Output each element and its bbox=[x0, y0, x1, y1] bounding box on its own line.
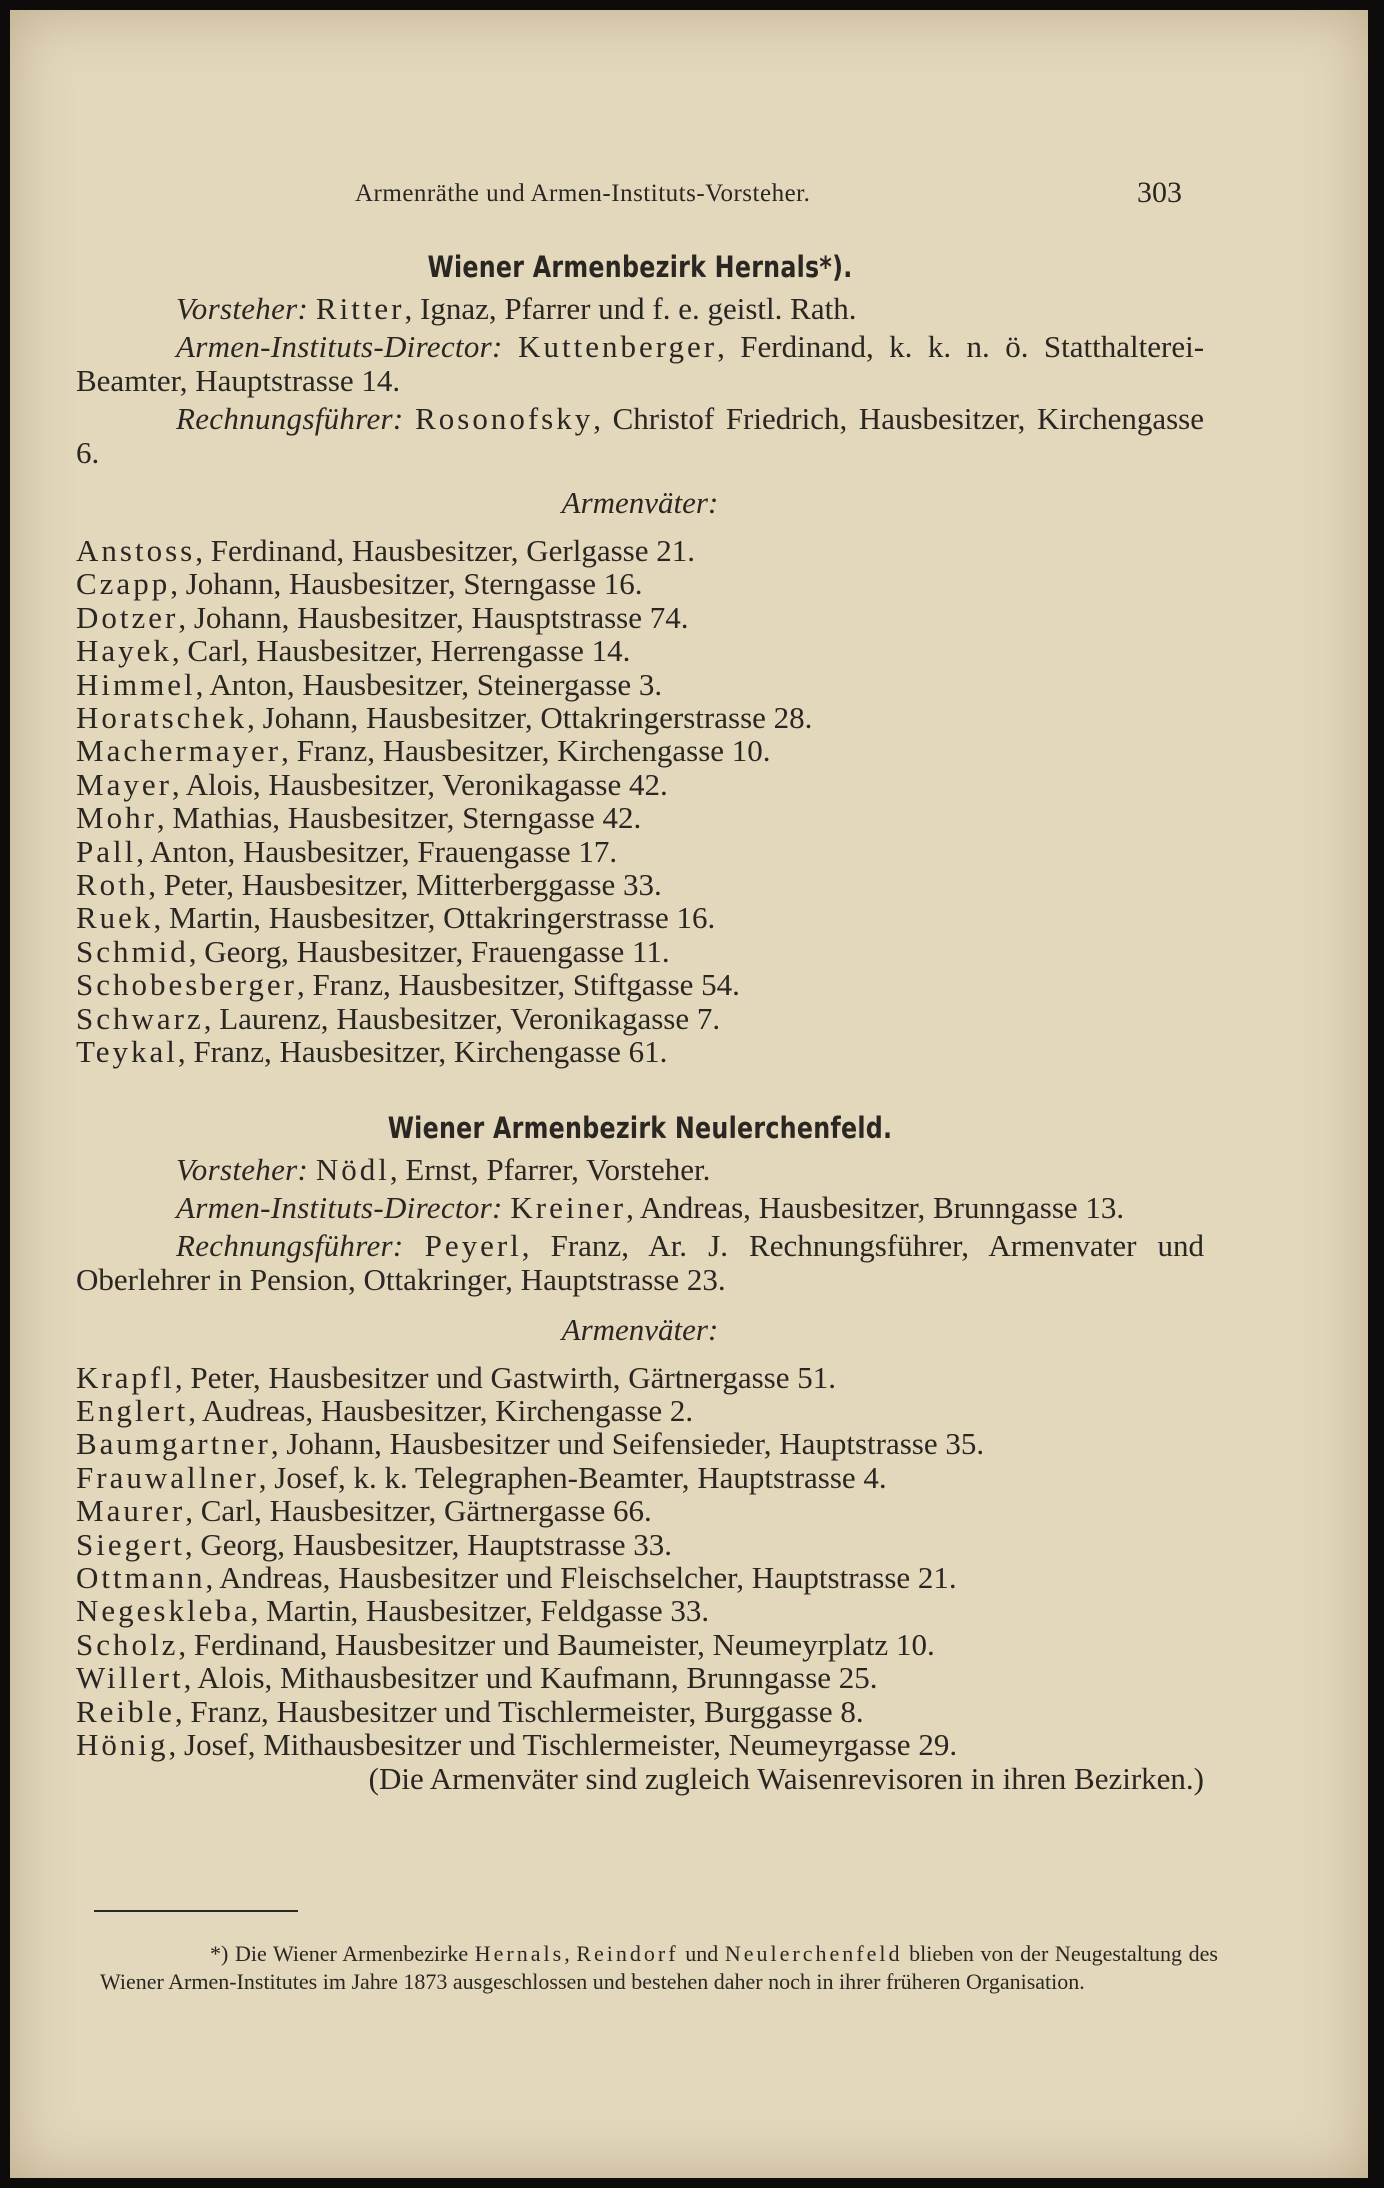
list-item bbox=[76, 634, 1204, 667]
page-header bbox=[10, 176, 1368, 220]
list-item bbox=[76, 835, 1204, 868]
list-item bbox=[76, 1661, 1204, 1694]
page-content bbox=[76, 250, 1204, 1797]
entry-details: , Christof Friedrich, Hausbesitzer, Kirchengasse 6. bbox=[76, 401, 1205, 470]
person-name: Nödl bbox=[315, 1151, 390, 1187]
list-item bbox=[76, 935, 1204, 968]
person-name: Mohr bbox=[76, 800, 157, 836]
armenvaeter-subheading-neulerchenfeld: Armenväter: bbox=[561, 1311, 719, 1347]
person-name: Kuttenberger bbox=[518, 329, 718, 364]
list-item bbox=[76, 901, 1204, 934]
rechnungsfuehrer-entry-hernals bbox=[76, 402, 1204, 470]
section-heading-hernals: Wiener Armenbezirk Hernals*). bbox=[427, 250, 853, 284]
list-item bbox=[76, 1728, 1204, 1761]
person-name: Schwarz bbox=[76, 1000, 204, 1036]
entry-details: , Georg, Hausbesitzer, Frauengasse 11. bbox=[188, 933, 670, 969]
entry-details: , Peter, Hausbesitzer, Mitterberggasse 33. bbox=[148, 867, 662, 903]
armenvaeter-list-neulerchenfeld bbox=[76, 1361, 1204, 1762]
entry-details: , Ernst, Pfarrer, Vorsteher. bbox=[389, 1151, 711, 1187]
entry-details: , Franz, Hausbesitzer, Stiftgasse 54. bbox=[296, 967, 740, 1003]
entry-details: , Anton, Hausbesitzer, Frauengasse 17. bbox=[136, 833, 618, 869]
armenvaeter-subheading-hernals: Armenväter: bbox=[561, 485, 719, 520]
list-item bbox=[76, 768, 1204, 801]
person-name: Negeskleba bbox=[76, 1593, 251, 1629]
role-label: Vorsteher: bbox=[176, 1151, 309, 1187]
armenvaeter-list-hernals bbox=[76, 534, 1204, 1069]
role-label: Vorsteher: bbox=[176, 291, 309, 326]
entry-details: , Andreas, Hausbesitzer und Fleischselcher, Hauptstrasse 21. bbox=[205, 1559, 957, 1595]
person-name: Scholz bbox=[76, 1626, 179, 1662]
entry-details: , Franz, Hausbesitzer, Kirchengasse 10. bbox=[281, 733, 771, 769]
entry-details: , Josef, k. k. Telegraphen-Beamter, Hauptstrasse 4. bbox=[258, 1459, 887, 1495]
entry-details: , Ferdinand, Hausbesitzer und Baumeister, Neumeyrplatz 10. bbox=[178, 1626, 935, 1662]
entry-details: , Franz, Ar. J. Rechnungsführer, Armenvater und Oberlehrer in Pension, Ottakringer, Hauptstrasse 23. bbox=[76, 1227, 1204, 1297]
entry-details: , Johann, Hausbesitzer und Seifensieder, Hauptstrasse 35. bbox=[270, 1426, 985, 1462]
person-name: Roth bbox=[76, 867, 149, 903]
person-name: Kreiner bbox=[510, 1189, 627, 1225]
person-name: Schmid bbox=[76, 933, 189, 969]
entry-details: , Peter, Hausbesitzer und Gastwirth, Gärtnergasse 51. bbox=[174, 1359, 836, 1395]
list-item bbox=[76, 1561, 1204, 1594]
entry-details: , Ignaz, Pfarrer und f. e. geistl. Rath. bbox=[404, 291, 857, 326]
district-name: Hernals bbox=[474, 1941, 565, 1966]
person-name: Maurer bbox=[76, 1493, 186, 1529]
entry-details: , Johann, Hausbesitzer, Ottakringerstrasse 28. bbox=[247, 700, 813, 736]
district-name: Neulerchenfeld bbox=[724, 1941, 903, 1966]
entry-details: , Laurenz, Hausbesitzer, Veronikagasse 7. bbox=[203, 1000, 721, 1036]
list-item bbox=[76, 701, 1204, 734]
footnote-text: und bbox=[678, 1941, 725, 1966]
entry-details: , Alois, Hausbesitzer, Veronikagasse 42. bbox=[171, 766, 668, 802]
list-item bbox=[76, 1628, 1204, 1661]
list-item bbox=[76, 1494, 1204, 1527]
person-name: Dotzer bbox=[76, 599, 179, 635]
entry-details: , Josef, Mithausbesitzer und Tischlermeister, Neumeyrgasse 29. bbox=[168, 1726, 958, 1762]
list-item bbox=[76, 1427, 1204, 1460]
person-name: Peyerl bbox=[424, 1227, 522, 1263]
list-item bbox=[76, 801, 1204, 834]
entry-details: , Ferdinand, k. k. n. ö. Statthalterei-Beamter, Hauptstrasse 14. bbox=[76, 329, 1205, 398]
list-item bbox=[76, 1035, 1204, 1068]
entry-details: , Audreas, Hausbesitzer, Kirchengasse 2. bbox=[188, 1392, 694, 1428]
entry-details: , Johann, Hausbesitzer, Sterngasse 16. bbox=[170, 566, 643, 602]
closing-note: (Die Armenväter sind zugleich Waisenrevisoren in ihren Bezirken.) bbox=[368, 1761, 1204, 1797]
person-name: Ottmann bbox=[76, 1559, 206, 1595]
list-item bbox=[76, 601, 1204, 634]
person-name: Machermayer bbox=[76, 733, 282, 769]
role-label: Armen-Instituts-Director: bbox=[176, 1189, 503, 1225]
list-item bbox=[76, 968, 1204, 1001]
person-name: Frauwallner bbox=[76, 1459, 259, 1495]
person-name: Hayek bbox=[76, 633, 172, 669]
list-item bbox=[76, 1394, 1204, 1427]
entry-details: , Carl, Hausbesitzer, Herrengasse 14. bbox=[171, 633, 631, 669]
list-item bbox=[76, 668, 1204, 701]
list-item bbox=[76, 1528, 1204, 1561]
entry-details: , Martin, Hausbesitzer, Ottakringerstrasse 16. bbox=[153, 900, 716, 936]
role-label: Rechnungsführer: bbox=[176, 401, 404, 436]
list-item bbox=[76, 1002, 1204, 1035]
entry-details: , Anton, Hausbesitzer, Steinergasse 3. bbox=[195, 666, 663, 702]
person-name: Willert bbox=[76, 1660, 184, 1696]
entry-details: , Carl, Hausbesitzer, Gärtnergasse 66. bbox=[185, 1493, 652, 1529]
person-name: Himmel bbox=[76, 666, 196, 702]
person-name: Englert bbox=[76, 1392, 189, 1428]
person-name: Ritter bbox=[315, 291, 405, 326]
entry-details: , Georg, Hausbesitzer, Hauptstrasse 33. bbox=[184, 1526, 672, 1562]
person-name: Ruek bbox=[76, 900, 154, 936]
person-name: Reible bbox=[76, 1693, 175, 1729]
director-entry-hernals bbox=[76, 330, 1204, 398]
entry-details: , Andreas, Hausbesitzer, Brunngasse 13. bbox=[626, 1189, 1125, 1225]
page-number: 303 bbox=[1137, 176, 1182, 209]
footnote-divider bbox=[94, 1910, 298, 1912]
person-name: Rosonofsky bbox=[415, 401, 594, 436]
person-name: Siegert bbox=[76, 1526, 185, 1562]
entry-details: , Ferdinand, Hausbesitzer, Gerlgasse 21. bbox=[195, 533, 695, 568]
list-item bbox=[76, 567, 1204, 600]
role-label: Rechnungsführer: bbox=[176, 1227, 404, 1263]
person-name: Pall bbox=[76, 833, 137, 869]
person-name: Krapfl bbox=[76, 1359, 175, 1395]
list-item bbox=[76, 534, 1204, 567]
person-name: Czapp bbox=[76, 566, 171, 602]
document-page bbox=[10, 10, 1368, 2178]
entry-details: , Franz, Hausbesitzer, Kirchengasse 61. bbox=[177, 1034, 668, 1070]
running-title: Armenräthe und Armen-Instituts-Vorsteher. bbox=[355, 180, 811, 207]
director-entry-neulerchenfeld bbox=[76, 1191, 1204, 1225]
vorsteher-entry-hernals bbox=[76, 292, 1204, 326]
list-item bbox=[76, 1361, 1204, 1394]
vorsteher-entry-neulerchenfeld bbox=[76, 1153, 1204, 1187]
entry-details: , Mathias, Hausbesitzer, Sterngasse 42. bbox=[156, 800, 642, 836]
person-name: Schobesberger bbox=[76, 967, 297, 1003]
footnote-text: *) Die Wiener Armenbezirke bbox=[210, 1941, 475, 1966]
person-name: Anstoss bbox=[76, 533, 196, 568]
entry-details: , Martin, Hausbesitzer, Feldgasse 33. bbox=[250, 1593, 710, 1629]
section-heading-neulerchenfeld: Wiener Armenbezirk Neulerchenfeld. bbox=[387, 1110, 893, 1145]
person-name: Hönig bbox=[76, 1726, 169, 1762]
rechnungsfuehrer-entry-neulerchenfeld bbox=[76, 1229, 1204, 1297]
list-item bbox=[76, 734, 1204, 767]
list-item bbox=[76, 1594, 1204, 1627]
footnote-text: blieben von der Neugestaltung des Wiener Armen-Institutes im Jahre 1873 ausgeschlossen und bestehen daher noch in ihrer früheren Organisation. bbox=[100, 1941, 1218, 1994]
role-label: Armen-Instituts-Director: bbox=[176, 329, 503, 364]
entry-details: , Franz, Hausbesitzer und Tischlermeister, Burggasse 8. bbox=[174, 1693, 864, 1729]
person-name: Baumgartner bbox=[76, 1426, 271, 1462]
footnote bbox=[100, 1940, 1218, 1996]
entry-details: , Alois, Mithausbesitzer und Kaufmann, Brunngasse 25. bbox=[183, 1660, 878, 1696]
footnote-text: , bbox=[564, 1941, 577, 1966]
list-item bbox=[76, 1461, 1204, 1494]
person-name: Teykal bbox=[76, 1034, 178, 1070]
person-name: Mayer bbox=[76, 766, 172, 802]
list-item bbox=[76, 1695, 1204, 1728]
list-item bbox=[76, 868, 1204, 901]
entry-details: , Johann, Hausbesitzer, Hausptstrasse 74. bbox=[178, 599, 689, 635]
district-name: Reindorf bbox=[576, 1941, 679, 1966]
person-name: Horatschek bbox=[76, 700, 248, 736]
